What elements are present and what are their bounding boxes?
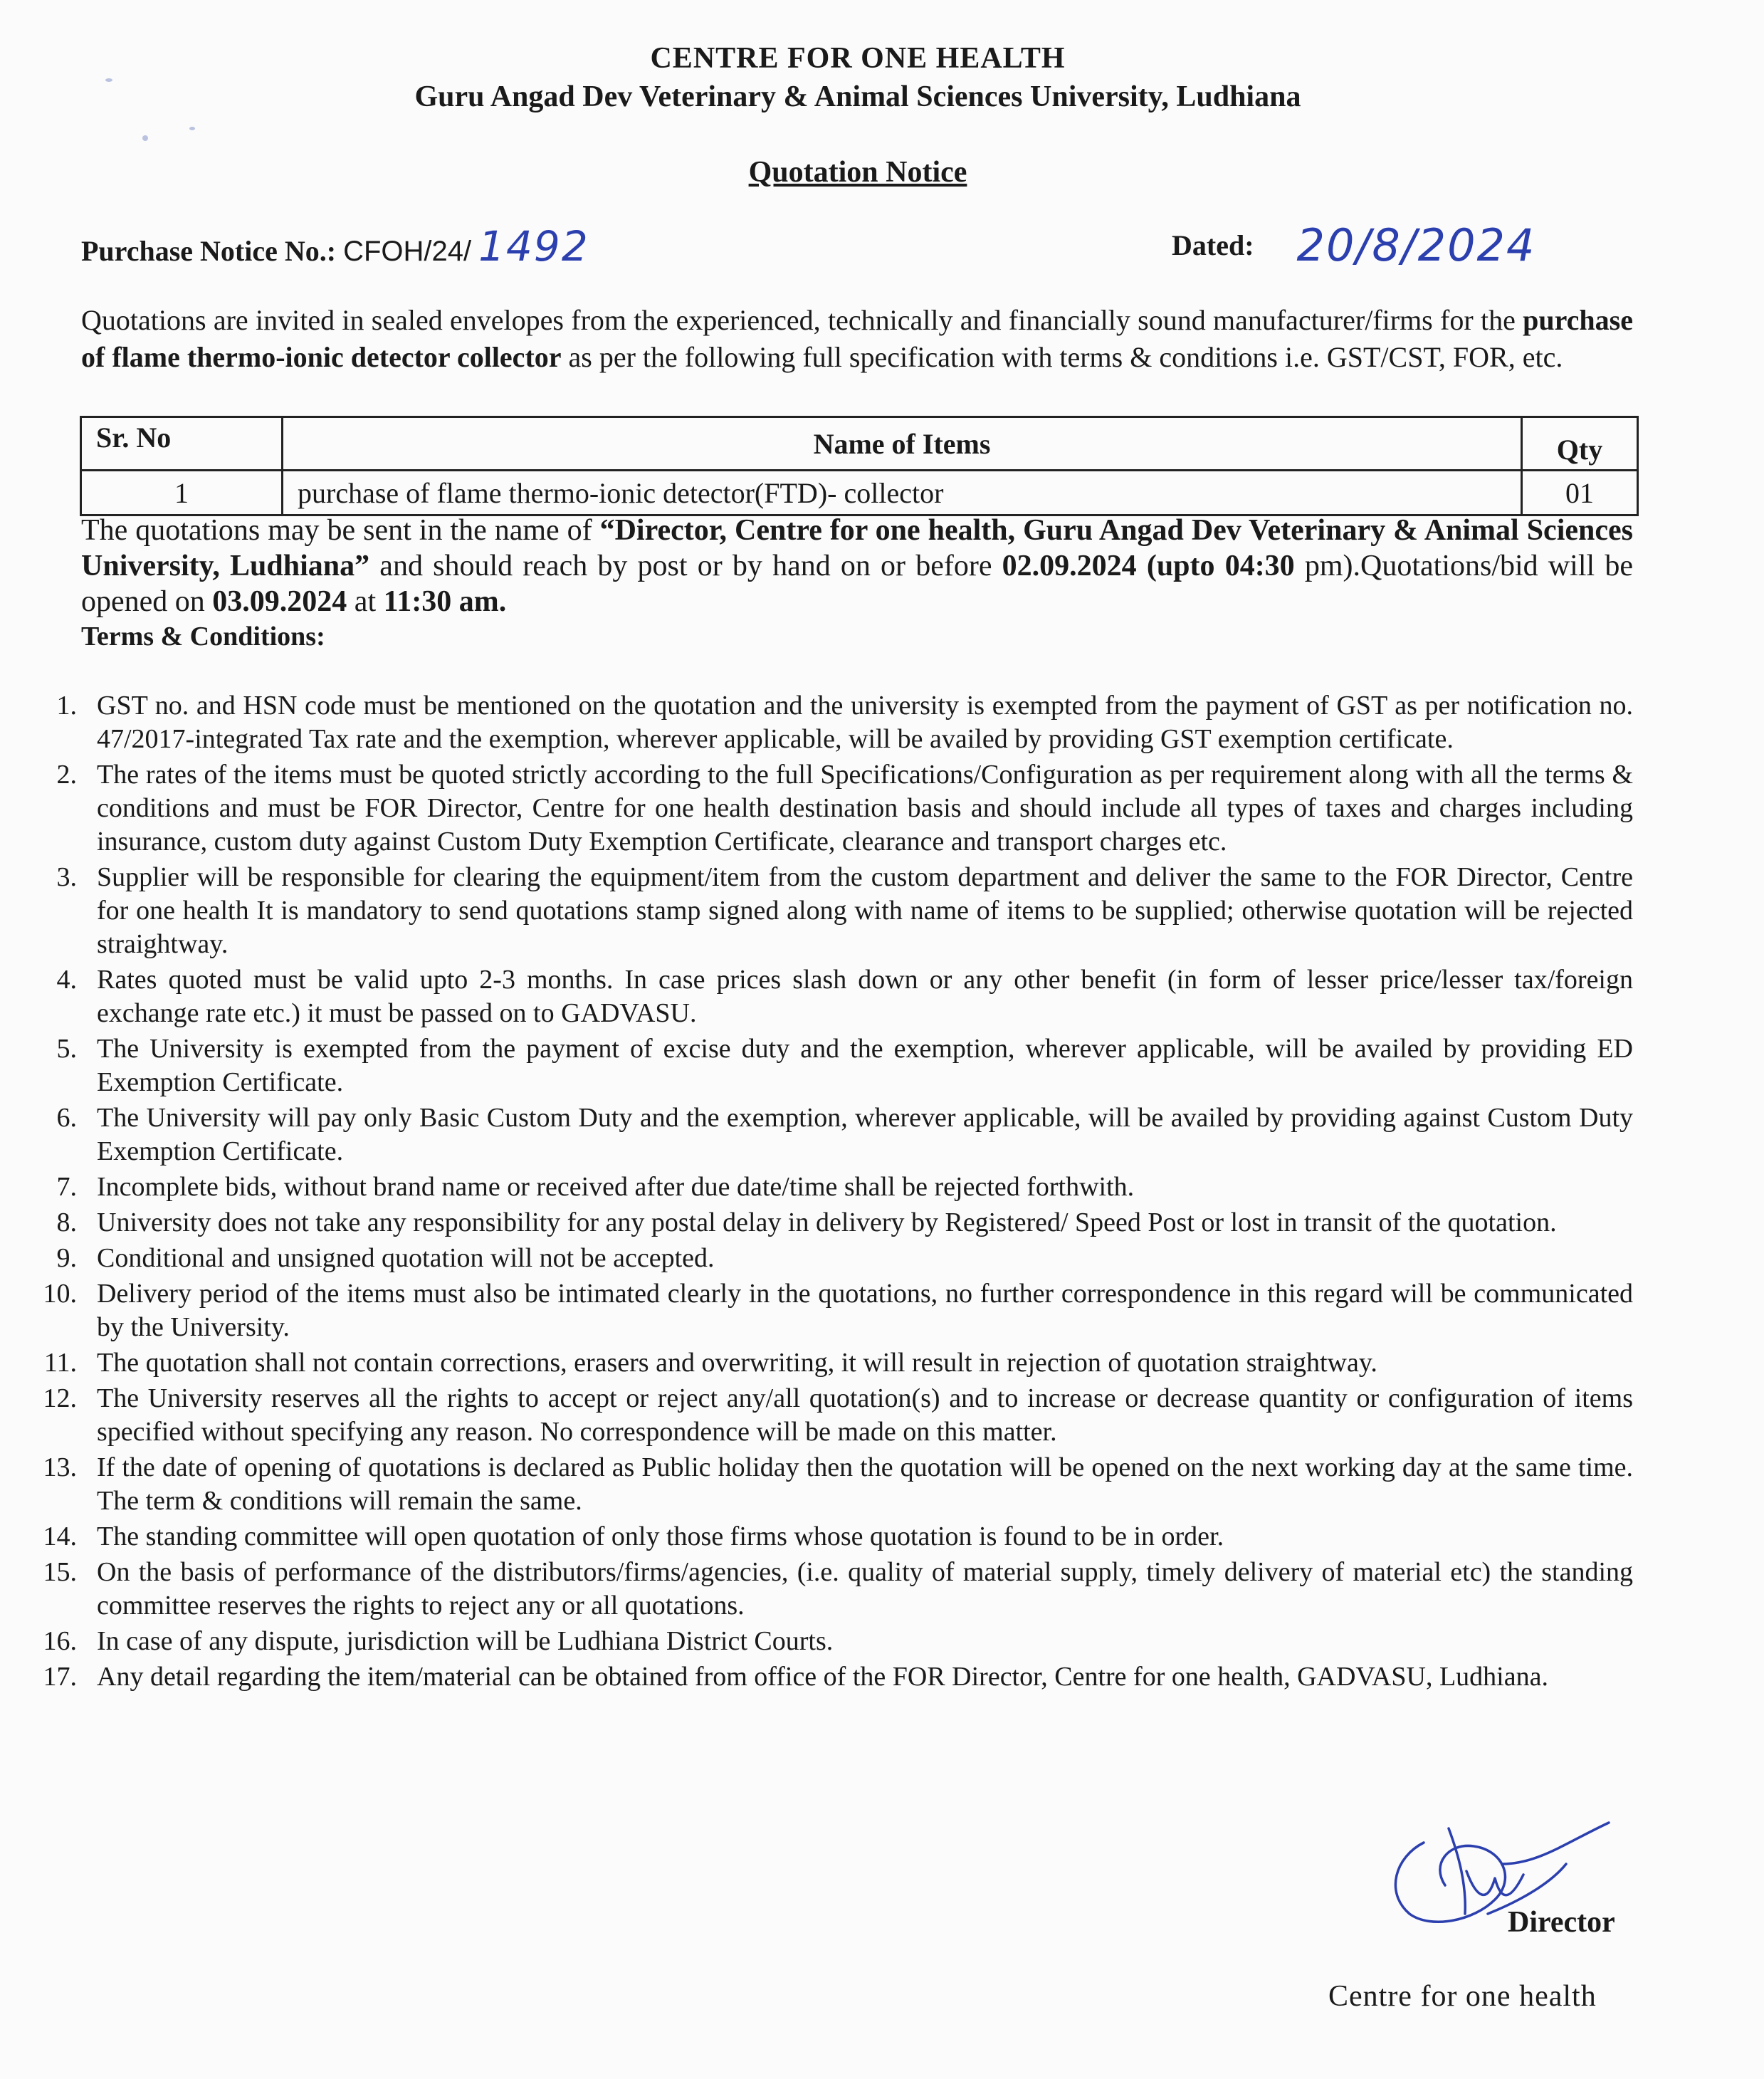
term-number: 12. — [43, 1383, 77, 1413]
dated-value: 20/8/2024 — [1296, 219, 1536, 271]
submission-text-3: pm).Quotations/bid will be opened on — [81, 550, 1634, 618]
header-sr-no: Sr. No — [81, 417, 283, 471]
scan-speck — [142, 135, 148, 141]
term-text: The standing committee will open quotation of only those firms whose quotation is found to be in order. — [97, 1522, 1224, 1551]
term-number: 11. — [43, 1348, 77, 1378]
term-number: 6. — [56, 1103, 77, 1133]
list-item — [21, 1171, 1633, 1204]
submission-addressee: “Director, Centre for one health, Guru Angad Dev Veterinary & Animal Sciences University, Ludhiana” — [81, 514, 1633, 582]
purchase-notice-number: 1492 — [478, 222, 589, 271]
term-text: The rates of the items must be quoted strictly according to the full Specifications/Configuration as per requirement along with all the terms & conditions and must be FOR Director, Centre for one health destination basis and should include all types of taxes and charges including insurance, custom duty against Custom Duty Exemption Certificate, clearance and transport charges etc. — [97, 760, 1633, 857]
header-name-of-items: Name of Items — [283, 417, 1522, 471]
term-number: 1. — [56, 691, 77, 721]
terms-heading: Terms & Conditions: — [81, 622, 325, 651]
term-text: In case of any dispute, jurisdiction will be Ludhiana District Courts. — [97, 1626, 834, 1656]
list-item — [21, 1451, 1633, 1518]
term-number: 10. — [43, 1279, 77, 1309]
intro-text-1: Quotations are invited in sealed envelopes from the experienced, technically and financially sound manufacturer/firms for the — [81, 304, 1523, 336]
dated-row — [1172, 219, 1535, 271]
list-item — [21, 689, 1633, 756]
submission-text-1: The quotations may be sent in the name of — [81, 514, 600, 547]
term-number: 5. — [56, 1034, 77, 1064]
term-text: Any detail regarding the item/material can be obtained from office of the FOR Director, Centre for one health, GADVASU, Ludhiana. — [97, 1662, 1548, 1692]
header-qty: Qty — [1522, 417, 1638, 471]
cell-qty: 01 — [1522, 471, 1638, 515]
submission-opening-time: 11:30 am. — [383, 585, 507, 618]
term-text: The quotation shall not contain corrections, erasers and overwriting, it will result in rejection of quotation straightway. — [97, 1348, 1377, 1378]
term-text: Conditional and unsigned quotation will not be accepted. — [97, 1243, 715, 1273]
term-text: The University is exempted from the payment of excise duty and the exemption, wherever applicable, will be availed by providing ED Exemption Certificate. — [97, 1034, 1633, 1097]
term-text: University does not take any responsibility for any postal delay in delivery by Registered/ Speed Post or lost in transit of the quotation. — [97, 1208, 1557, 1237]
list-item — [21, 1660, 1633, 1694]
term-number: 14. — [43, 1522, 77, 1551]
dated-label: Dated: — [1172, 229, 1254, 261]
list-item — [21, 1520, 1633, 1554]
signatory-org: Centre for one health — [1328, 1980, 1597, 2013]
list-item — [21, 963, 1633, 1030]
submission-text-4: at — [347, 585, 384, 618]
term-number: 7. — [56, 1172, 77, 1202]
table-header-row — [81, 417, 1638, 471]
term-text: Delivery period of the items must also be intimated clearly in the quotations, no further correspondence in this regard will be communicated by the University. — [97, 1279, 1633, 1342]
list-item — [21, 1206, 1633, 1240]
term-number: 13. — [43, 1452, 77, 1482]
purchase-notice-row — [81, 222, 589, 271]
signatory-title: Director — [1508, 1906, 1615, 1939]
purchase-notice-label: Purchase Notice No.: — [81, 235, 337, 267]
list-item — [21, 1625, 1633, 1658]
cell-sr-no: 1 — [81, 471, 283, 515]
items-table — [80, 416, 1639, 516]
header-university: Guru Angad Dev Veterinary & Animal Sciences University, Ludhiana — [414, 80, 1301, 113]
terms-list — [21, 689, 1633, 1696]
term-number: 3. — [56, 862, 77, 892]
term-number: 16. — [43, 1626, 77, 1656]
list-item — [21, 1346, 1633, 1380]
term-number: 8. — [56, 1208, 77, 1237]
header-org: CENTRE FOR ONE HEALTH — [650, 42, 1066, 75]
term-text: On the basis of performance of the distributors/firms/agencies, (i.e. quality of material supply, timely delivery of material etc) the standing committee reserves the rights to reject any or all quotations. — [97, 1557, 1633, 1620]
term-text: Rates quoted must be valid upto 2-3 months. In case prices slash down or any other benefit (in form of lesser price/lesser tax/foreign exchange rate etc.) it must be passed on to GADVASU. — [97, 965, 1633, 1028]
intro-item-bold: purchase of flame thermo-ionic detector collector — [81, 304, 1633, 373]
term-number: 2. — [56, 760, 77, 790]
term-number: 17. — [43, 1662, 77, 1692]
list-item — [21, 1556, 1633, 1623]
term-number: 15. — [43, 1557, 77, 1587]
term-text: If the date of opening of quotations is declared as Public holiday then the quotation will be opened on the next working day at the same time. The term & conditions will remain the same. — [97, 1452, 1633, 1516]
term-number: 9. — [56, 1243, 77, 1273]
submission-deadline: 02.09.2024 (upto 04:30 — [1002, 550, 1295, 582]
list-item — [21, 1032, 1633, 1099]
submission-opening-date: 03.09.2024 — [212, 585, 347, 618]
list-item — [21, 758, 1633, 859]
list-item — [21, 1101, 1633, 1168]
list-item — [21, 1277, 1633, 1344]
list-item — [21, 1242, 1633, 1275]
submission-paragraph — [81, 513, 1633, 619]
term-text: The University will pay only Basic Custom Duty and the exemption, wherever applicable, will be availed by providing against Custom Duty Exemption Certificate. — [97, 1103, 1633, 1166]
term-number: 4. — [56, 965, 77, 995]
term-text: Incomplete bids, without brand name or received after due date/time shall be rejected forthwith. — [97, 1172, 1135, 1202]
cell-item-name: purchase of flame thermo-ionic detector(FTD)- collector — [283, 471, 1522, 515]
list-item — [21, 1382, 1633, 1449]
list-item — [21, 861, 1633, 961]
table-row — [81, 471, 1638, 515]
scan-speck — [189, 127, 195, 130]
intro-paragraph — [81, 302, 1633, 376]
intro-text-2: as per the following full specification with terms & conditions i.e. GST/CST, FOR, etc. — [561, 341, 1563, 373]
notice-title: Quotation Notice — [748, 156, 967, 189]
term-text: Supplier will be responsible for clearing the equipment/item from the custom department and deliver the same to the FOR Director, Centre for one health It is mandatory to send quotations stamp signed along with name of items to be supplied; otherwise quotation will be rejected straightway. — [97, 862, 1633, 959]
submission-text-2: and should reach by post or by hand on or before — [369, 550, 1002, 582]
term-text: The University reserves all the rights to accept or reject any/all quotation(s) and to increase or decrease quantity or configuration of items specified without specifying any reason. No correspondence will be made on this matter. — [97, 1383, 1633, 1447]
purchase-notice-prefix: CFOH/24/ — [343, 236, 472, 267]
term-text: GST no. and HSN code must be mentioned on the quotation and the university is exempted from the payment of GST as per notification no. 47/2017-integrated Tax rate and the exemption, wherever applicable, will be availed by providing GST exemption certificate. — [97, 691, 1633, 754]
